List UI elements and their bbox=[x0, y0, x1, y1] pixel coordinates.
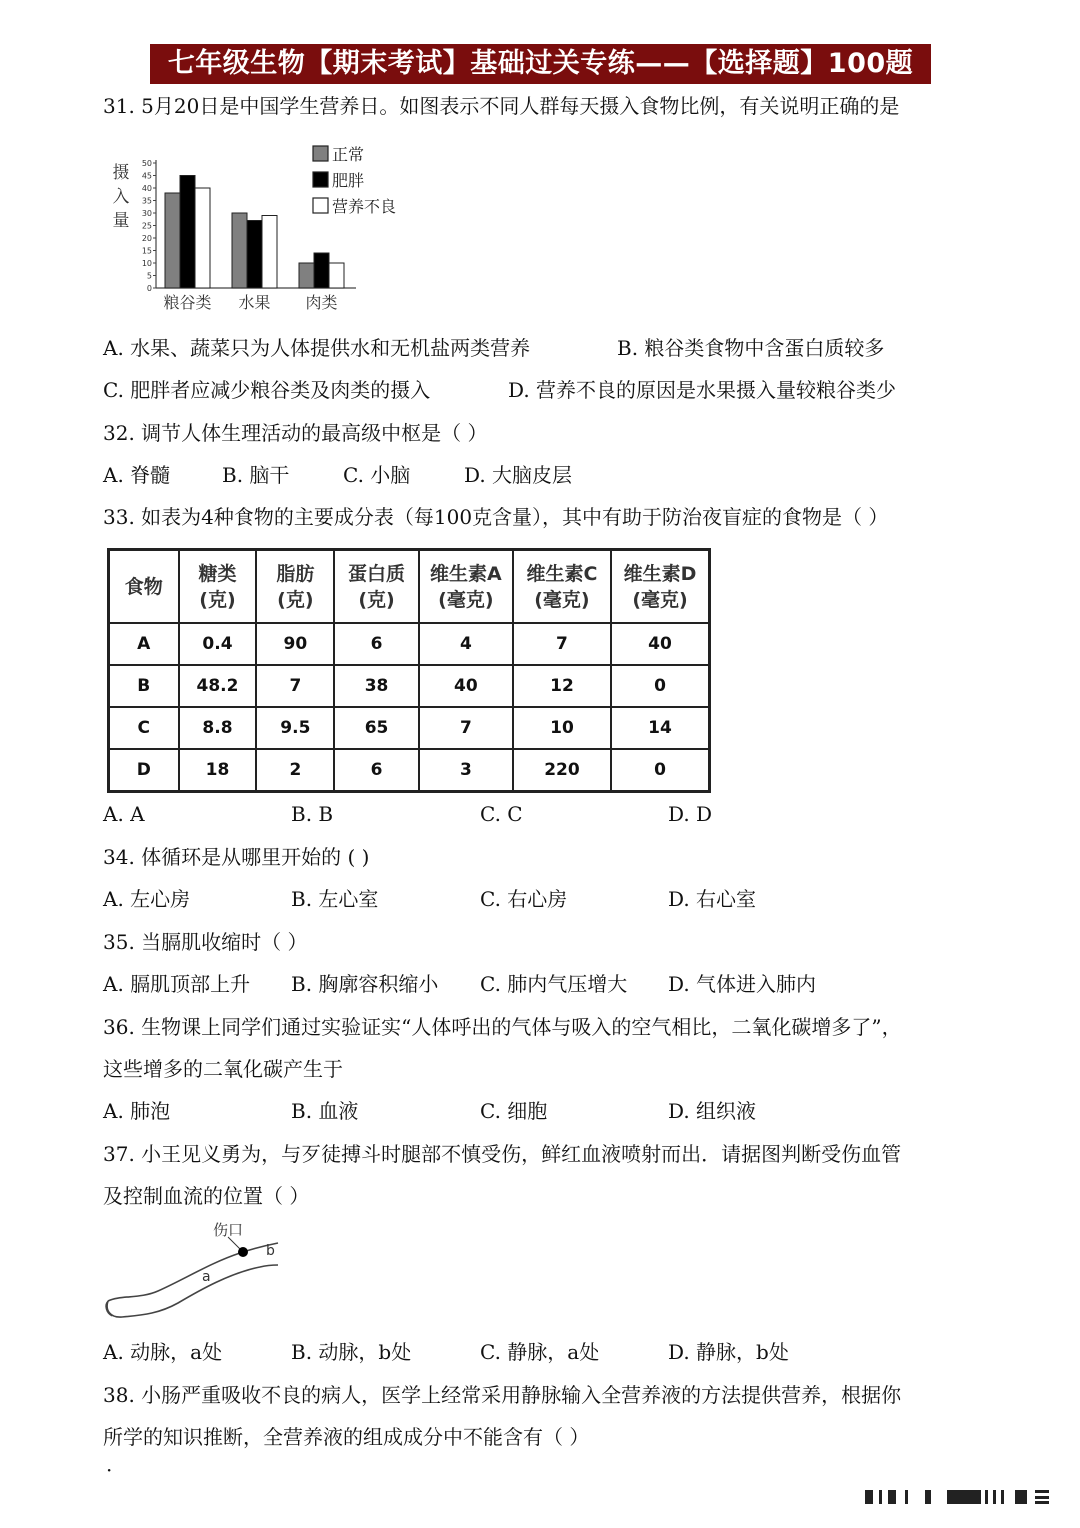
table-cell: 40 bbox=[611, 623, 709, 665]
bar-肉类-营养不良 bbox=[329, 263, 344, 288]
legend-swatch bbox=[313, 198, 328, 213]
bar-粮谷类-正常 bbox=[165, 193, 180, 288]
q32-option-a[interactable]: A. 脊髓 bbox=[103, 463, 171, 487]
legend-swatch bbox=[313, 146, 328, 161]
header-protein: 蛋白质 (克) bbox=[334, 550, 419, 624]
q35-option-b[interactable]: B. 胸廓容积缩小 bbox=[291, 972, 439, 996]
question-38-stem: 38. 小肠严重吸收不良的病人，医学上经常采用静脉输入全营养液的方法提供营养，根据你 bbox=[103, 1383, 902, 1407]
table-row bbox=[109, 707, 710, 749]
table-cell: 7 bbox=[419, 707, 513, 749]
q37-option-c[interactable]: C. 静脉，a处 bbox=[480, 1340, 600, 1364]
table-cell: A bbox=[109, 623, 179, 665]
page-title: 七年级生物【期末考试】基础过关专练——【选择题】100题 bbox=[150, 44, 931, 84]
legend-label: 正常 bbox=[332, 145, 365, 164]
header-fat: 脂肪 (克) bbox=[256, 550, 334, 624]
y-tick-label: 40 bbox=[141, 184, 152, 193]
y-tick-label: 30 bbox=[141, 209, 152, 218]
table-cell: 6 bbox=[334, 623, 419, 665]
q37-option-a[interactable]: A. 动脉，a处 bbox=[103, 1340, 223, 1364]
header-vitamin-d: 维生素D (毫克) bbox=[611, 550, 709, 624]
table-cell: C bbox=[109, 707, 179, 749]
table-cell: 0 bbox=[611, 749, 709, 792]
wound-label: 伤口 bbox=[213, 1221, 244, 1239]
footer-dot: · bbox=[106, 1458, 113, 1482]
y-axis-label-char: 摄 bbox=[112, 163, 130, 183]
question-37-stem: 37. 小王见义勇为，与歹徒搏斗时腿部不慎受伤，鲜红血液喷射而出．请据图判断受伤血管 bbox=[103, 1142, 902, 1166]
table-row bbox=[109, 749, 710, 792]
q37-option-d[interactable]: D. 静脉，b处 bbox=[668, 1340, 789, 1364]
header-vitamin-a: 维生素A (毫克) bbox=[419, 550, 513, 624]
table-cell: 7 bbox=[256, 665, 334, 707]
table-row bbox=[109, 665, 710, 707]
q32-option-d[interactable]: D. 大脑皮层 bbox=[464, 463, 573, 487]
q36-option-a[interactable]: A. 肺泡 bbox=[103, 1099, 171, 1123]
table-cell: 90 bbox=[256, 623, 334, 665]
table-cell: B bbox=[109, 665, 179, 707]
question-31-stem: 31. 5月20日是中国学生营养日。如图表示不同人群每天摄入食物比例，有关说明正确的是 bbox=[103, 94, 900, 118]
question-34-stem: 34. 体循环是从哪里开始的 ( ) bbox=[103, 845, 370, 869]
leg-outline-lower bbox=[107, 1265, 278, 1317]
y-tick-label: 5 bbox=[146, 271, 152, 281]
table-cell: 12 bbox=[513, 665, 611, 707]
table-cell: 0.4 bbox=[179, 623, 257, 665]
point-b-label: b bbox=[266, 1243, 275, 1259]
bar-水果-肥胖 bbox=[247, 221, 262, 289]
y-tick-label: 45 bbox=[141, 171, 152, 181]
legend-swatch bbox=[313, 172, 328, 187]
q33-option-a[interactable]: A. A bbox=[103, 802, 145, 826]
table-cell: 8.8 bbox=[179, 707, 257, 749]
q31-option-d[interactable]: D. 营养不良的原因是水果摄入量较粮谷类少 bbox=[508, 378, 897, 402]
x-tick-label: 肉类 bbox=[305, 293, 338, 312]
bar-水果-正常 bbox=[232, 213, 247, 288]
q34-option-c[interactable]: C. 右心房 bbox=[480, 887, 568, 911]
q36-option-d[interactable]: D. 组织液 bbox=[668, 1099, 757, 1123]
q31-option-a[interactable]: A. 水果、蔬菜只为人体提供水和无机盐两类营养 bbox=[103, 336, 531, 360]
question-36-stem: 36. 生物课上同学们通过实验证实“人体呼出的气体与吸入的空气相比，二氧化碳增多了”， bbox=[103, 1015, 902, 1039]
bar-肉类-肥胖 bbox=[314, 253, 329, 288]
legend-label: 肥胖 bbox=[332, 171, 365, 190]
table-cell: 9.5 bbox=[256, 707, 334, 749]
table-cell: 7 bbox=[513, 623, 611, 665]
q34-option-d[interactable]: D. 右心室 bbox=[668, 887, 757, 911]
table-cell: 2 bbox=[256, 749, 334, 792]
table-cell: 0 bbox=[611, 665, 709, 707]
question-37-stem-cont: 及控制血流的位置（ ） bbox=[103, 1184, 310, 1208]
watermark-barcode bbox=[865, 1488, 1055, 1506]
q33-option-b[interactable]: B. B bbox=[291, 802, 334, 826]
q32-option-b[interactable]: B. 脑干 bbox=[222, 463, 290, 487]
q33-option-c[interactable]: C. C bbox=[480, 802, 523, 826]
bar-水果-营养不良 bbox=[262, 216, 277, 289]
question-33-stem: 33. 如表为4种食物的主要成分表（每100克含量），其中有助于防治夜盲症的食物是（ ） bbox=[103, 505, 889, 529]
q37-option-b[interactable]: B. 动脉，b处 bbox=[291, 1340, 412, 1364]
leg-outline-upper bbox=[108, 1243, 278, 1301]
y-tick-label: 50 bbox=[141, 159, 152, 168]
q35-option-a[interactable]: A. 膈肌顶部上升 bbox=[103, 972, 251, 996]
q32-option-c[interactable]: C. 小脑 bbox=[343, 463, 411, 487]
point-a-label: a bbox=[202, 1269, 211, 1285]
q36-option-c[interactable]: C. 细胞 bbox=[480, 1099, 548, 1123]
q31-option-b[interactable]: B. 粮谷类食物中含蛋白质较多 bbox=[617, 336, 885, 360]
q34-option-a[interactable]: A. 左心房 bbox=[103, 887, 191, 911]
table-cell: 40 bbox=[419, 665, 513, 707]
question-35-stem: 35. 当膈肌收缩时（ ） bbox=[103, 930, 308, 954]
legend-label: 营养不良 bbox=[332, 197, 397, 216]
table-cell: 6 bbox=[334, 749, 419, 792]
x-tick-label: 水果 bbox=[238, 293, 271, 312]
q35-option-c[interactable]: C. 肺内气压增大 bbox=[480, 972, 628, 996]
table-cell: 3 bbox=[419, 749, 513, 792]
table-cell: D bbox=[109, 749, 179, 792]
table-cell: 48.2 bbox=[179, 665, 257, 707]
question-32-stem: 32. 调节人体生理活动的最高级中枢是（ ） bbox=[103, 421, 488, 445]
table-cell: 65 bbox=[334, 707, 419, 749]
x-tick-label: 粮谷类 bbox=[163, 293, 212, 312]
q31-option-c[interactable]: C. 肥胖者应减少粮谷类及肉类的摄入 bbox=[103, 378, 431, 402]
question-36-stem-cont: 这些增多的二氧化碳产生于 bbox=[103, 1057, 343, 1081]
intake-bar-chart bbox=[108, 138, 418, 318]
table-cell: 220 bbox=[513, 749, 611, 792]
table-cell: 14 bbox=[611, 707, 709, 749]
q33-option-d[interactable]: D. D bbox=[668, 802, 713, 826]
wound-dot bbox=[238, 1247, 248, 1257]
y-axis-label-char: 入 bbox=[112, 187, 130, 207]
leg-wound-figure bbox=[100, 1215, 285, 1330]
table-cell: 10 bbox=[513, 707, 611, 749]
table-cell: 38 bbox=[334, 665, 419, 707]
food-composition-table bbox=[107, 548, 711, 793]
y-tick-label: 35 bbox=[141, 196, 152, 206]
table-header-row bbox=[109, 550, 710, 624]
header-sugar: 糖类 (克) bbox=[179, 550, 257, 624]
header-food: 食物 bbox=[109, 550, 179, 624]
q34-option-b[interactable]: B. 左心室 bbox=[291, 887, 379, 911]
table-row bbox=[109, 623, 710, 665]
y-tick-label: 0 bbox=[146, 284, 152, 293]
question-38-stem-cont: 所学的知识推断，全营养液的组成成分中不能含有（ ） bbox=[103, 1425, 590, 1449]
y-axis-label-char: 量 bbox=[112, 211, 130, 231]
bar-粮谷类-营养不良 bbox=[195, 188, 210, 288]
header-vitamin-c: 维生素C (毫克) bbox=[513, 550, 611, 624]
y-tick-label: 20 bbox=[141, 234, 152, 243]
bar-粮谷类-肥胖 bbox=[180, 176, 195, 289]
q35-option-d[interactable]: D. 气体进入肺内 bbox=[668, 972, 817, 996]
y-tick-label: 10 bbox=[141, 259, 152, 268]
q36-option-b[interactable]: B. 血液 bbox=[291, 1099, 359, 1123]
y-tick-label: 15 bbox=[141, 246, 152, 256]
bar-肉类-正常 bbox=[299, 263, 314, 288]
table-cell: 18 bbox=[179, 749, 257, 792]
y-tick-label: 25 bbox=[141, 221, 152, 231]
table-cell: 4 bbox=[419, 623, 513, 665]
